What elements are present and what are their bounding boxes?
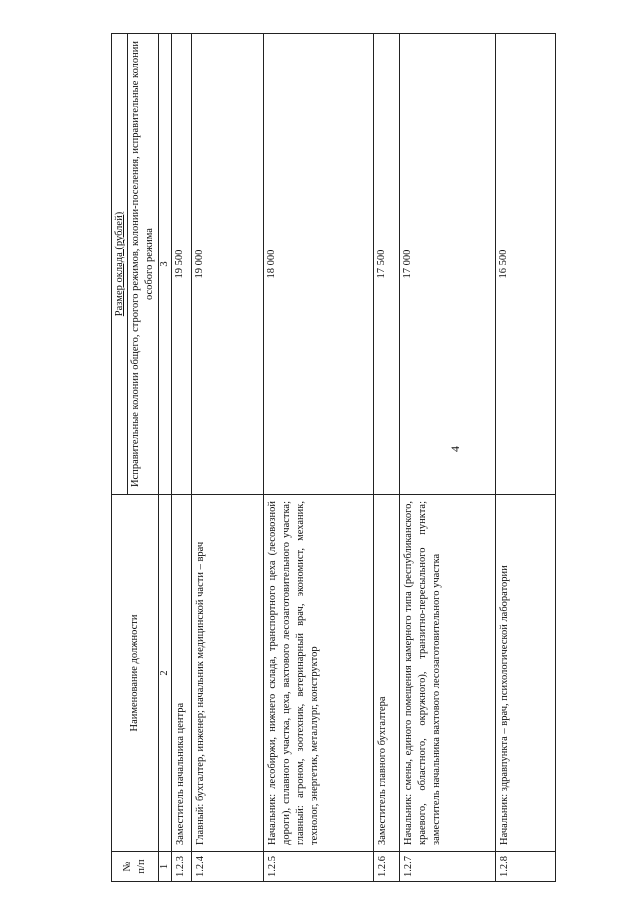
header-colony-types: Исправительные колонии общего, строгого режимов, колонии-поселения, исправительные колонии особого режима <box>127 34 158 495</box>
index-col-2: 2 <box>159 495 172 852</box>
row-number: 1.2.6 <box>374 852 400 882</box>
table-row <box>172 34 192 882</box>
header-number: № п/п <box>112 852 159 882</box>
row-number: 1.2.8 <box>496 852 556 882</box>
row-salary: 19 000 <box>192 34 264 495</box>
row-position: Заместитель главного бухгалтера <box>374 495 400 852</box>
header-salary-title-text: Размер оклада (рублей) <box>113 211 125 317</box>
row-position: Начальник: здравпункта – врач, психологической лаборатории <box>496 495 556 852</box>
row-number: 1.2.3 <box>172 852 192 882</box>
row-salary: 17 500 <box>374 34 400 495</box>
page-number: 4 <box>448 446 462 452</box>
table-header-row <box>112 34 128 882</box>
index-col-3: 3 <box>159 34 172 495</box>
index-col-1: 1 <box>159 852 172 882</box>
header-salary-title <box>112 34 128 495</box>
row-number: 1.2.4 <box>192 852 264 882</box>
row-number: 1.2.5 <box>264 852 374 882</box>
row-salary: 18 000 <box>264 34 374 495</box>
table-row <box>496 34 556 882</box>
row-salary: 19 500 <box>172 34 192 495</box>
salary-table <box>111 33 556 882</box>
row-position: Начальник: смены, единого помещения камерного типа (республиканского, краевого, областного, окружного), транзитно-пересыльного пункта; заместитель начальника вахтового лесозаготовительного участка <box>400 495 496 852</box>
header-position-name: Наименование должности <box>112 495 159 852</box>
table-row <box>374 34 400 882</box>
row-salary: 16 500 <box>496 34 556 495</box>
table-row <box>264 34 374 882</box>
table-row <box>400 34 496 882</box>
table-row <box>192 34 264 882</box>
row-position: Заместитель начальника центра <box>172 495 192 852</box>
rotated-page-content <box>111 34 586 882</box>
row-position: Начальник: лесобиржи, нижнего склада, транспортного цеха (лесовозной дороги), сплавного участка, цеха, вахтового лесозаготовительного участка; главный: агроном, зоотехник, ветеринарный врач, экономист, механик, технолог, энергетик, металлург, конструктор <box>264 495 374 852</box>
row-number: 1.2.7 <box>400 852 496 882</box>
table-index-row <box>159 34 172 882</box>
row-position: Главный: бухгалтер, инженер; начальник медицинской части – врач <box>192 495 264 852</box>
row-salary: 17 000 <box>400 34 496 495</box>
